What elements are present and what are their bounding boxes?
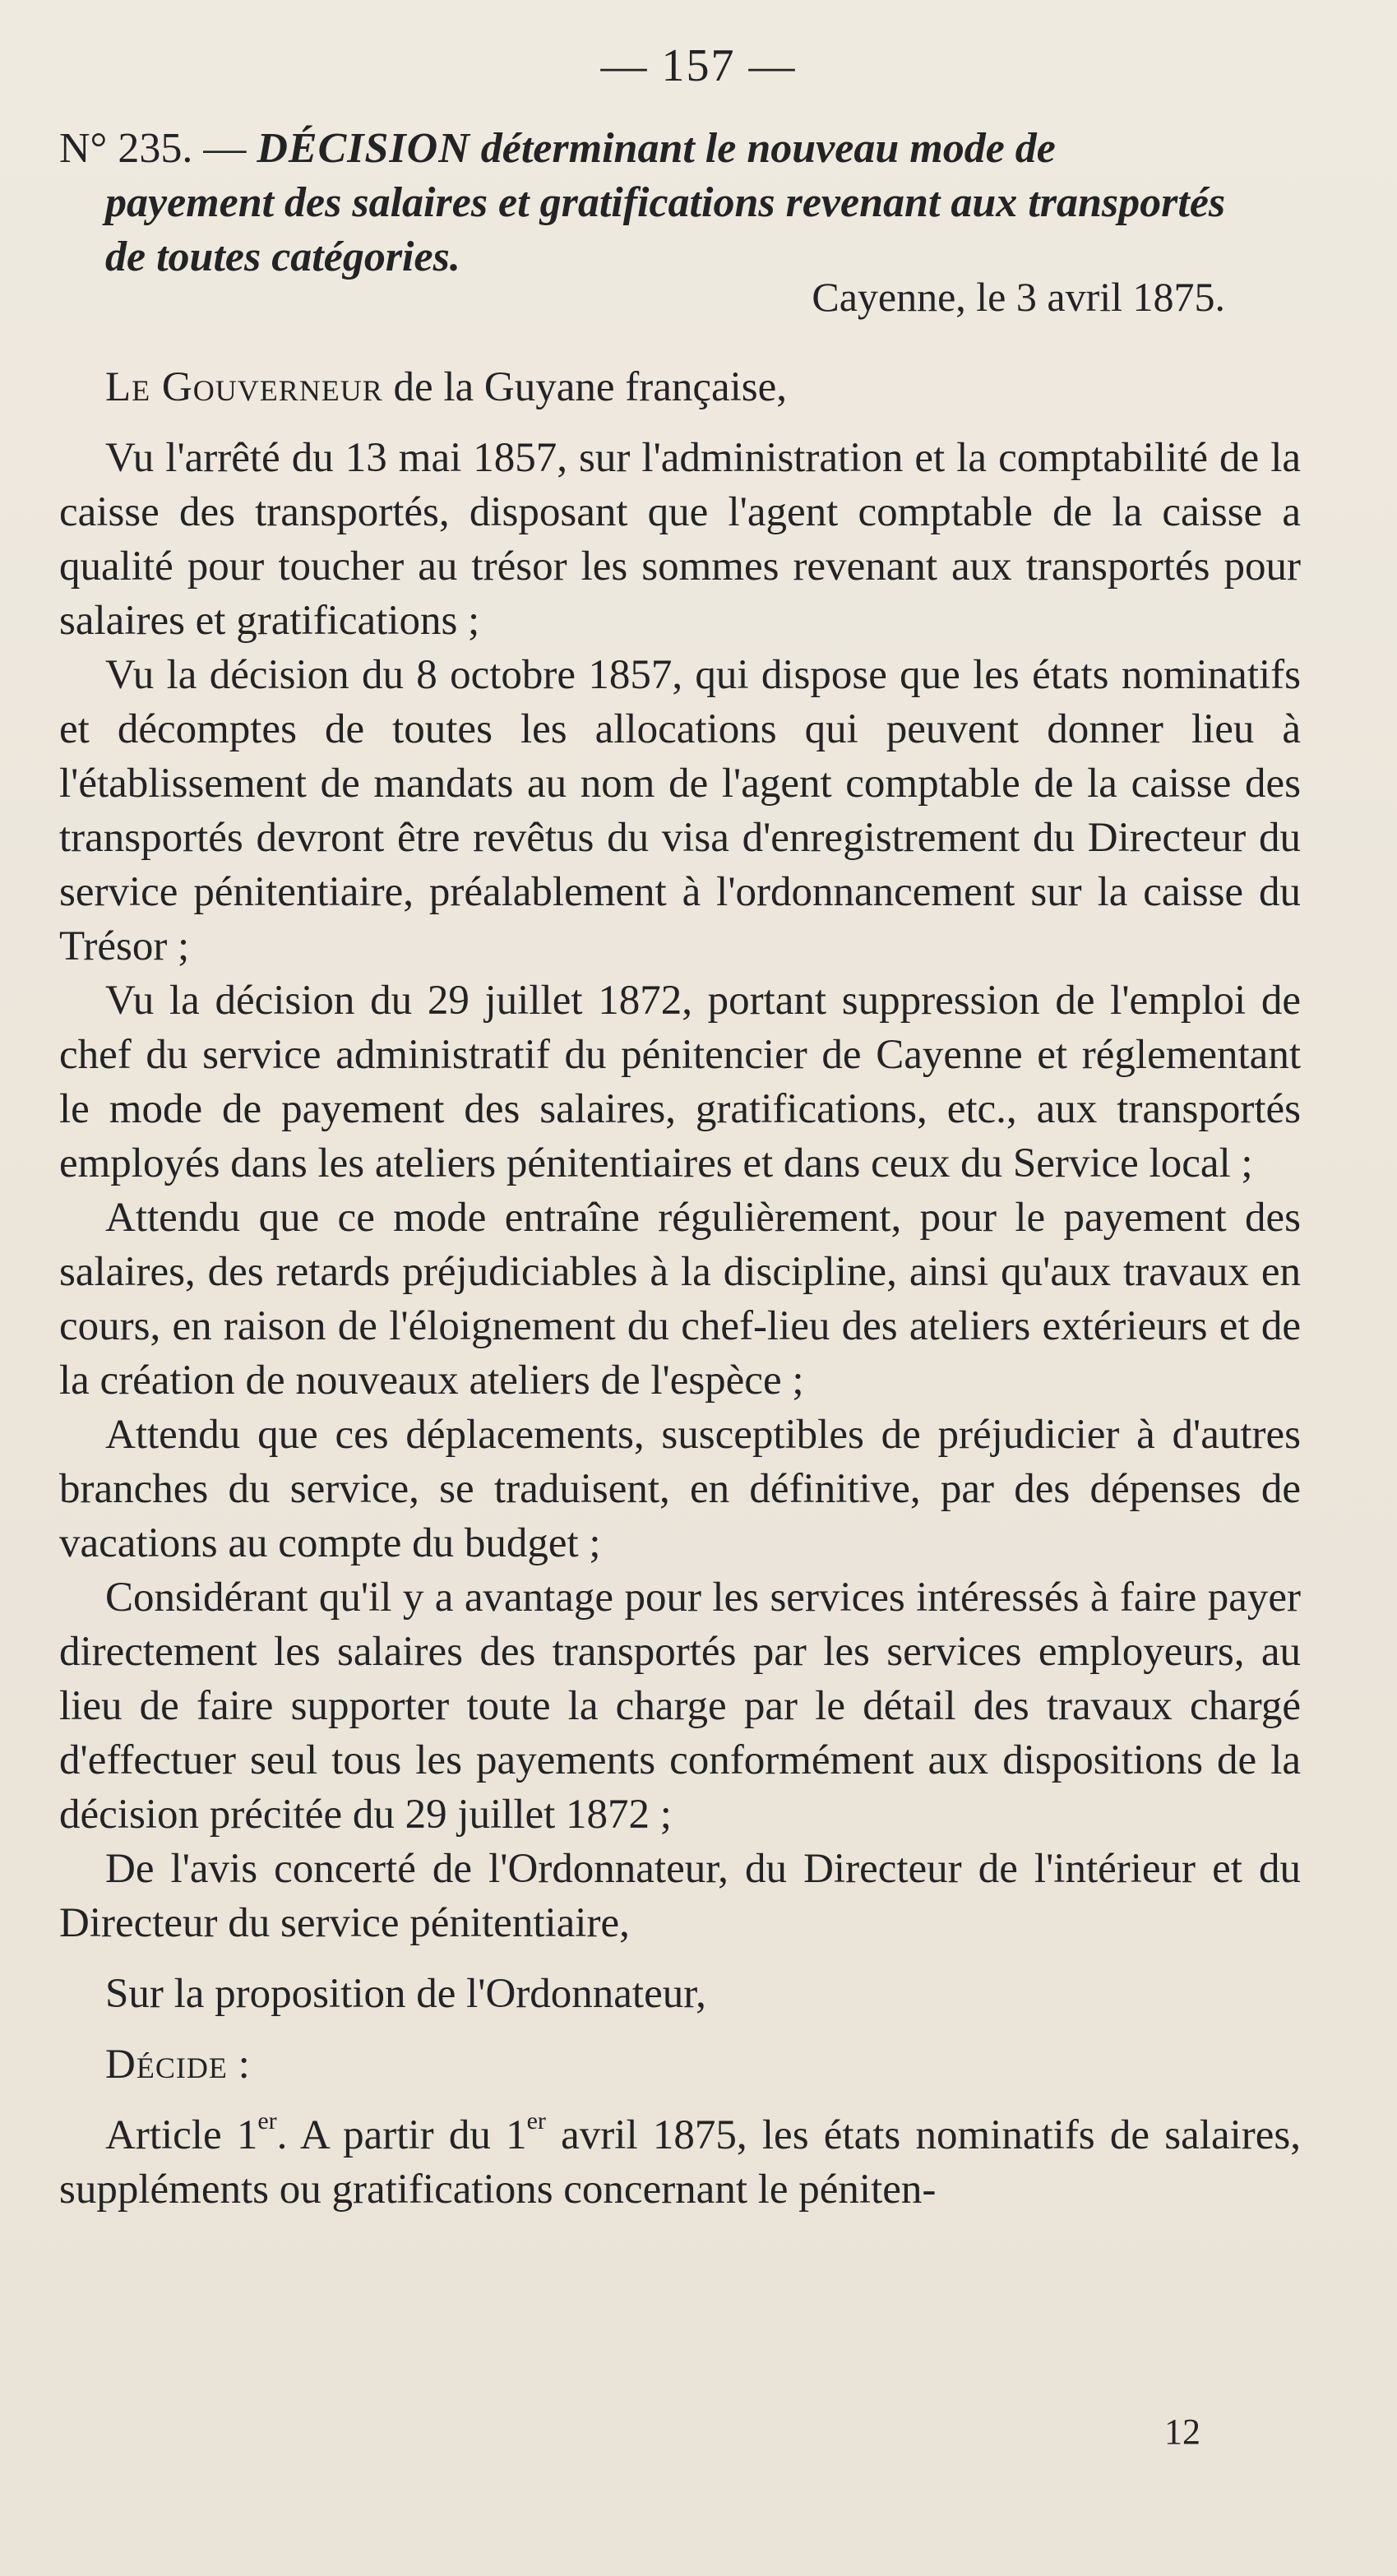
decision-number: N° 235. xyxy=(59,125,193,172)
decide-colon: : xyxy=(227,2042,250,2088)
paragraph-vu-decision-1857: Vu la décision du 8 octobre 1857, qui dispose que les états nominatifs et décomptes de toutes les allocations qui peuvent donner lieu à l'établissement de mandats au nom de l'agent comptable de la caisse des transportés devront être revêtus du visa d'enregistrement du Directeur du service pénitentiaire, préalablement à l'ordonnancement sur la caisse du Trésor ; xyxy=(59,652,1301,969)
heading-line-3: de toutes catégories. xyxy=(105,234,460,280)
article-mid: . A partir du 1 xyxy=(276,2112,527,2158)
governor-title: Le Gouverneur xyxy=(105,364,383,410)
document-body xyxy=(59,360,1301,2217)
dateline: Cayenne, le 3 avril 1875. xyxy=(812,274,1225,320)
intro-paragraph xyxy=(59,360,1301,414)
paragraph-vu-decision-1872: Vu la décision du 29 juillet 1872, portant suppression de l'emploi de chef du service administratif du pénitencier de Cayenne et réglementant le mode de payement des salaires, gratifications, etc., aux transportés employés dans les ateliers pénitentiaires et dans ceux du Service local ; xyxy=(59,978,1301,1186)
paragraph-article-1 xyxy=(59,2108,1301,2217)
heading-dash: — xyxy=(192,125,257,172)
decision-heading xyxy=(59,122,1309,284)
intro-rest: de la Guyane française, xyxy=(382,364,788,410)
article-label: Article 1 xyxy=(105,2112,258,2158)
paragraph-attendu-2: Attendu que ces déplacements, susceptibles de préjudicier à d'autres branches du service, se traduisent, en définitive, par des dépenses de vacations au compte du budget ; xyxy=(59,1412,1301,1566)
article-sup-1: er xyxy=(257,2107,277,2134)
paragraph-proposition: Sur la proposition de l'Ordonnateur, xyxy=(105,1971,706,2017)
paragraph-considerant: Considérant qu'il y a avantage pour les services intéressés à faire payer directement les salaires des transportés par les services employeurs, au lieu de faire supporter toute la charge par le détail des travaux chargé d'effectuer seul tous les payements conformément aux dispositions de la décision précitée du 29 juillet 1872 ; xyxy=(59,1575,1301,1838)
article-sup-2: er xyxy=(526,2107,546,2134)
decision-word: DÉCISION xyxy=(257,125,470,172)
decide-word: Décide xyxy=(105,2042,228,2088)
heading-line-2: payement des salaires et gratifications revenant aux transportés xyxy=(105,179,1226,226)
paragraph-decide xyxy=(59,2037,1301,2092)
article-text: avril 1875, les états nominatifs de salaires, suppléments ou gratifications concernant le péniten- xyxy=(59,2112,1301,2213)
paragraph-avis: De l'avis concerté de l'Ordonnateur, du Directeur de l'intérieur et du Directeur du service pénitentiaire, xyxy=(59,1846,1301,1946)
paragraph-vu-arrete: Vu l'arrêté du 13 mai 1857, sur l'administration et la comptabilité de la caisse des transportés, disposant que l'agent comptable de la caisse a qualité pour toucher au trésor les sommes revenant aux transportés pour salaires et gratifications ; xyxy=(59,435,1301,644)
heading-line-1: déterminant le nouveau mode de xyxy=(470,125,1056,172)
signature-mark: 12 xyxy=(1164,2412,1200,2452)
page-number: — 157 — xyxy=(600,40,797,91)
paragraph-attendu-1: Attendu que ce mode entraîne régulièrement, pour le payement des salaires, des retards préjudiciables à la discipline, ainsi qu'aux travaux en cours, en raison de l'éloignement du chef-lieu des ateliers extérieurs et de la création de nouveaux ateliers de l'espèce ; xyxy=(59,1195,1301,1404)
